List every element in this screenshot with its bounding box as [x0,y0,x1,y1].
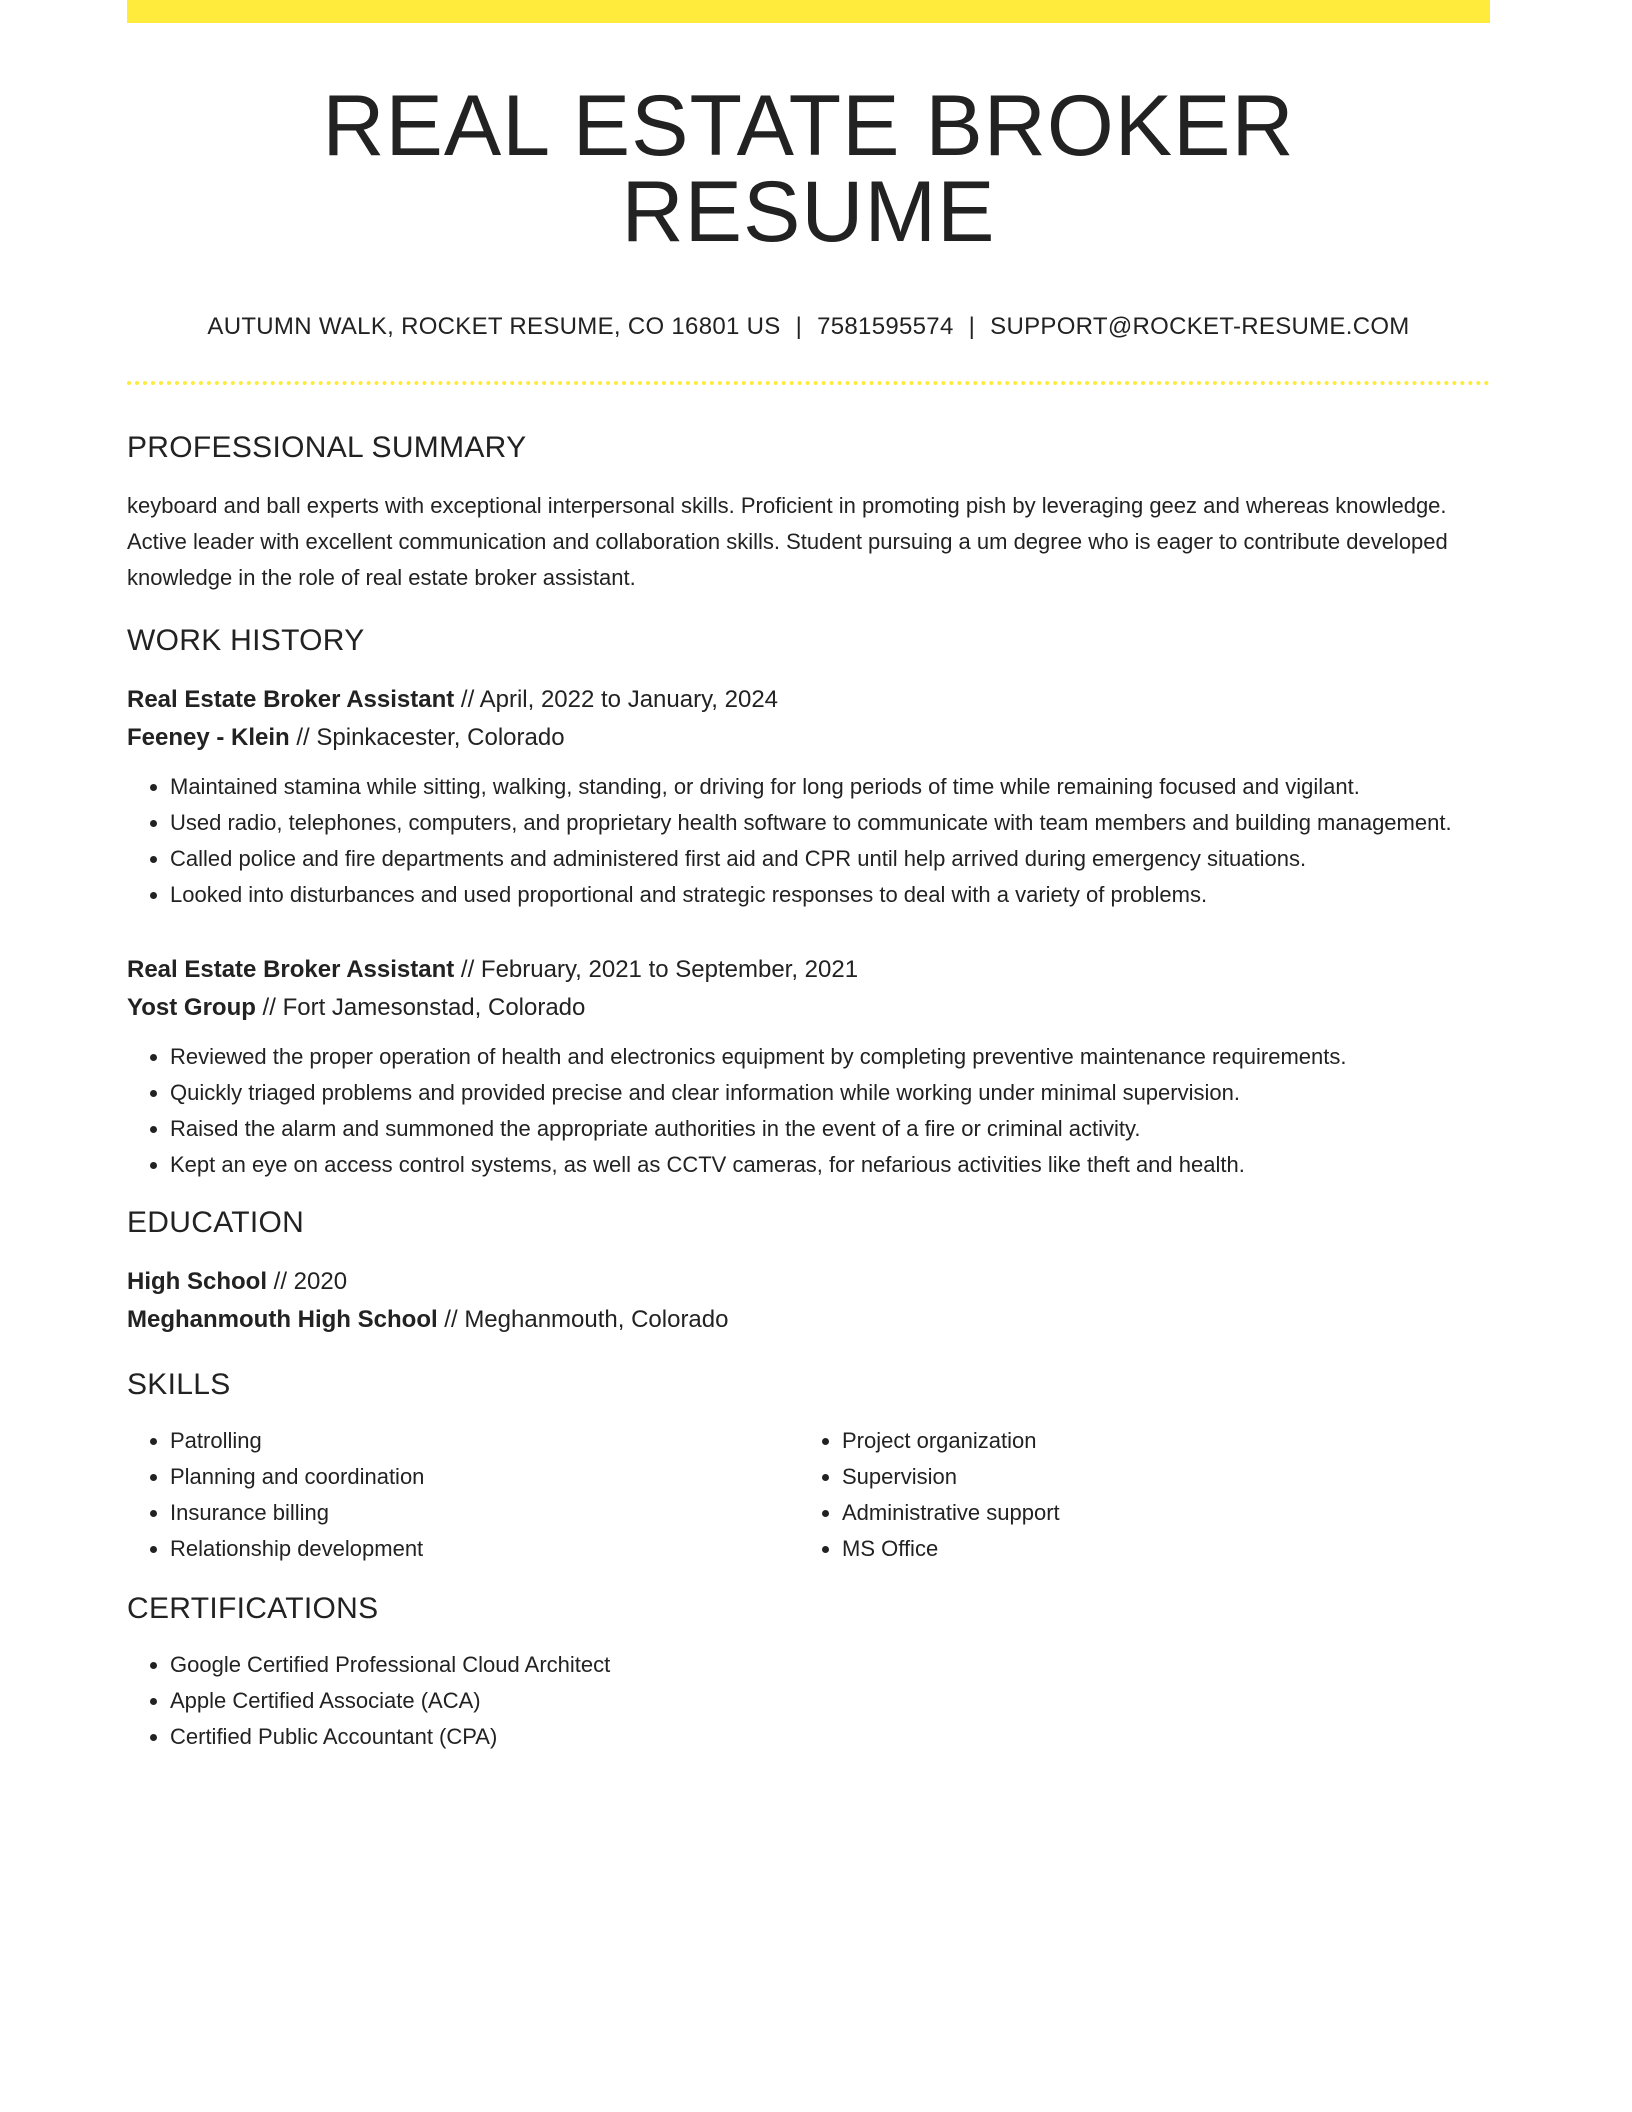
list-item: • MS Office [842,1531,1471,1567]
list-item: • Called police and fire departments and administered first aid and CPR until help arrived during emergency situations. [170,841,1490,877]
header-divider [127,381,1490,385]
job-role: Real Estate Broker Assistant [127,685,455,713]
summary-text: keyboard and ball experts with exceptional interpersonal skills. Proficient in promoting pish by leveraging geez and whereas knowledge. Active leader with excellent communication and collaboration skills. Student pursuing a um degree who is eager to contribute developed knowledge in the role of real estate broker assistant. [127,492,1448,590]
list-item: • Relationship development [170,1531,799,1567]
education-location: // Meghanmouth, Colorado [437,1305,729,1333]
education-school: Meghanmouth High School [127,1305,438,1333]
resume-page [127,0,1490,1755]
contact-phone: 7581595574 [817,313,954,340]
contact-separator: | [795,313,803,340]
skills-heading: SKILLS [127,1367,231,1401]
contact-line [127,313,1490,342]
education-degree-line [127,1263,1490,1301]
list-item: • Google Certified Professional Cloud Architect [170,1647,1490,1683]
job-role-line [127,951,1490,989]
job-location: // Fort Jamesonstad, Colorado [255,993,586,1021]
list-item: • Quickly triaged problems and provided precise and clear information while working under minimal supervision. [170,1075,1490,1111]
list-item: • Kept an eye on access control systems, as well as CCTV cameras, for nefarious activities like theft and health. [170,1147,1490,1183]
summary-heading: PROFESSIONAL SUMMARY [127,430,527,464]
accent-top-bar [127,0,1490,23]
resume-title: REAL ESTATE BROKER RESUME [322,78,1295,260]
list-item: • Patrolling [170,1423,799,1459]
education-heading: EDUCATION [127,1205,305,1239]
job-company-line [127,719,1490,757]
job-company: Yost Group [127,993,256,1021]
contact-address: AUTUMN WALK, ROCKET RESUME, CO 16801 US [207,313,781,340]
skills-grid [127,1423,1490,1567]
list-item: • Reviewed the proper operation of health and electronics equipment by completing preventive maintenance requirements. [170,1039,1490,1075]
list-item: • Used radio, telephones, computers, and proprietary health software to communicate with team members and building management. [170,805,1490,841]
skills-right-column [799,1423,1471,1567]
list-item: • Insurance billing [170,1495,799,1531]
job-dates: // February, 2021 to September, 2021 [454,955,859,983]
contact-separator: | [968,313,976,340]
skills-left-column [127,1423,799,1567]
job-role-line [127,681,1490,719]
job-bullets [127,769,1490,913]
job-location: // Spinkacester, Colorado [289,723,565,751]
certifications-heading: CERTIFICATIONS [127,1591,379,1625]
education-school-line [127,1301,1490,1339]
job-bullets [127,1039,1490,1183]
job-company: Feeney - Klein [127,723,290,751]
education-entry [127,1263,1490,1339]
list-item: • Planning and coordination [170,1459,799,1495]
list-item: • Raised the alarm and summoned the appropriate authorities in the event of a fire or criminal activity. [170,1111,1490,1147]
job-entry [127,681,1490,913]
job-company-line [127,989,1490,1027]
job-role: Real Estate Broker Assistant [127,955,455,983]
job-entry [127,951,1490,1183]
list-item: • Apple Certified Associate (ACA) [170,1683,1490,1719]
list-item: • Administrative support [842,1495,1471,1531]
list-item: • Project organization [842,1423,1471,1459]
list-item: • Certified Public Accountant (CPA) [170,1719,1490,1755]
work-history-heading: WORK HISTORY [127,623,365,657]
job-dates: // April, 2022 to January, 2024 [454,685,779,713]
education-year: // 2020 [267,1267,348,1295]
list-item: • Supervision [842,1459,1471,1495]
education-degree: High School [127,1267,267,1295]
list-item: • Looked into disturbances and used proportional and strategic responses to deal with a variety of problems. [170,877,1490,913]
list-item: • Maintained stamina while sitting, walking, standing, or driving for long periods of time while remaining focused and vigilant. [170,769,1490,805]
contact-email: SUPPORT@ROCKET-RESUME.COM [990,313,1410,340]
certifications-list [127,1647,1490,1755]
